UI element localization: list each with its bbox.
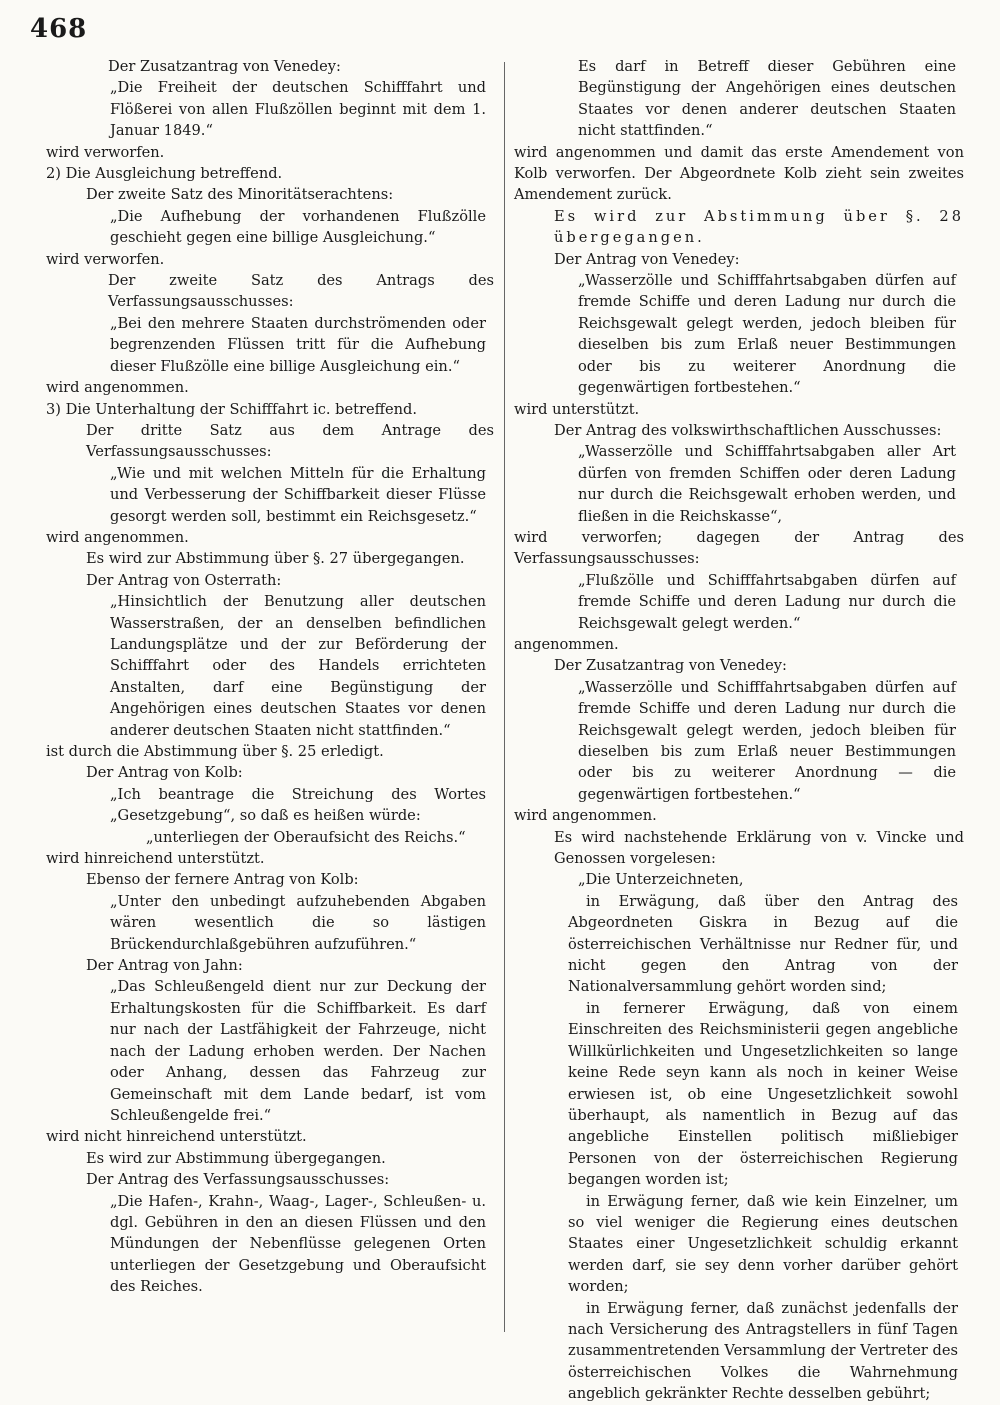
paragraph: Der Zusatzantrag von Venedey: bbox=[554, 657, 787, 675]
paragraph: „Bei den mehrere Staaten durchströmenden oder begrenzenden Flüssen tritt für die Aufhebung dieser Flußzölle eine billige Ausgleichung ein.“ bbox=[110, 314, 486, 375]
paragraph: Der Antrag des Verfassungsausschusses: bbox=[86, 1171, 390, 1189]
paragraph: „unterliegen der Oberaufsicht des Reichs.“ bbox=[146, 828, 466, 846]
paragraph: 3) Die Unterhaltung der Schifffahrt ic. betreffend. bbox=[46, 400, 417, 418]
paragraph: wird hinreichend unterstützt. bbox=[46, 850, 265, 868]
paragraph: „Hinsichtlich der Benutzung aller deutschen Wasserstraßen, der an denselben befindlichen Landungsplätze und der zur Beförderung der Schifffahrt oder des Handels errichteten Anstalten, darf eine Begünstigung der Angehörigen eines deutschen Staates vor denen anderer deutschen Staaten nicht stattfinden.“ bbox=[110, 593, 486, 739]
paragraph: „Wie und mit welchen Mitteln für die Erhaltung und Verbesserung der Schiffbarkeit dieser Flüsse gesorgt werden soll, bestimmt ein Reichsgesetz.“ bbox=[110, 464, 486, 525]
paragraph: wird angenommen. bbox=[46, 379, 189, 397]
paragraph: „Die Unterzeichneten, bbox=[578, 871, 744, 889]
paragraph: in fernerer Erwägung, daß von einem Einschreiten des Reichsministerii gegen angebliche Willkürlichkeiten und Ungesetzlichkeiten so lange keine Rede seyn kann als noch in keiner Weise erwiesen ist, ob eine Ungesetzlichkeit sowohl überhaupt, als namentlich in Bezug auf das angebliche Einstellen politisch mißliebiger Personen von der österreichischen Regierung begangen worden ist; bbox=[568, 999, 958, 1189]
paragraph: „Das Schleußengeld dient nur zur Deckung der Erhaltungskosten für die Schiffbarkeit. Es darf nur nach der Lastfähigkeit der Fahrzeuge, nicht nach der Ladung erhoben werden. Der Nachen oder Anhang, dessen das Fahrzeug zur Gemeinschaft mit dem Lande bedarf, ist vom Schleußengelde frei.“ bbox=[110, 978, 486, 1124]
paragraph: Es darf in Betreff dieser Gebühren eine Begünstigung der Angehörigen eines deutschen Staates vor denen anderer deutschen Staaten nicht stattfinden.“ bbox=[578, 58, 956, 140]
paragraph: Der zweite Satz des Antrags des Verfassungsausschusses: bbox=[108, 272, 494, 311]
paragraph: „Wasserzölle und Schifffahrtsabgaben aller Art dürfen von fremden Schiffen oder deren Ladung nur durch die Reichsgewalt erhoben werden, und fließen in die Reichskasse“, bbox=[578, 443, 956, 525]
paragraph: „Die Hafen-, Krahn-, Waag-, Lager-, Schleußen- u. dgl. Gebühren in den an diesen Flüssen und den Mündungen der Nebenflüsse gelegenen Orten unterliegen der Gesetzgebung und Oberaufsicht des Reiches. bbox=[110, 1192, 486, 1296]
paragraph: „Die Aufhebung der vorhandenen Flußzölle geschieht gegen eine billige Ausgleichung.“ bbox=[110, 207, 486, 247]
right-column bbox=[514, 56, 964, 1405]
paragraph: wird nicht hinreichend unterstützt. bbox=[46, 1128, 307, 1146]
paragraph: Der Zusatzantrag von Venedey: bbox=[108, 58, 341, 75]
paragraph: „Wasserzölle und Schifffahrtsabgaben dürfen auf fremde Schiffe und deren Ladung nur durch die Reichsgewalt gelegt werden, jedoch bleiben für dieselben bis zum Erlaß neuer Bestimmungen oder bis zu weiterer Anordnung die gegenwärtigen fortbestehen.“ bbox=[578, 272, 956, 397]
left-column bbox=[46, 56, 494, 1298]
paragraph: Es wird nachstehende Erklärung von v. Vincke und Genossen vorgelesen: bbox=[554, 828, 964, 868]
paragraph: angenommen. bbox=[514, 635, 619, 653]
paragraph: Der Antrag von Kolb: bbox=[86, 764, 243, 782]
paragraph: wird verworfen; dagegen der Antrag des Verfassungsausschusses: bbox=[514, 528, 964, 568]
paragraph: in Erwägung, daß über den Antrag des Abgeordneten Giskra in Bezug auf die österreichischen Verhältnisse nur Redner für, und nicht gegen den Antrag von der Nationalversammlung gehört worden sind; bbox=[568, 892, 958, 996]
paragraph: wird verworfen. bbox=[46, 143, 165, 161]
paragraph: Der Antrag des volkswirthschaftlichen Ausschusses: bbox=[554, 421, 942, 439]
paragraph: wird angenommen und damit das erste Amendement von Kolb verworfen. Der Abgeordnete Kolb zieht sein zweites Amendement zurück. bbox=[514, 143, 964, 204]
paragraph: Es wird zur Abstimmung über §. 27 übergegangen. bbox=[86, 550, 465, 568]
paragraph: Es wird zur Abstimmung übergegangen. bbox=[86, 1149, 386, 1167]
paragraph: in Erwägung ferner, daß wie kein Einzelner, um so viel weniger die Regierung eines deutschen Staates einer Ungesetzlichkeit schuldig erkannt werden darf, sie sey denn vorher darüber gehört worden; bbox=[568, 1192, 958, 1296]
paragraph: Der Antrag von Venedey: bbox=[554, 250, 740, 268]
paragraph: wird unterstützt. bbox=[514, 400, 640, 418]
page-number: 468 bbox=[30, 14, 88, 44]
paragraph: „Unter den unbedingt aufzuhebenden Abgaben wären wesentlich die so lästigen Brückendurchlaßgebühren aufzuführen.“ bbox=[110, 892, 486, 953]
paragraph: 2) Die Ausgleichung betreffend. bbox=[46, 165, 283, 183]
paragraph: Der Antrag von Jahn: bbox=[86, 957, 243, 975]
paragraph: wird angenommen. bbox=[514, 807, 657, 825]
paragraph: Der zweite Satz des Minoritätserachtens: bbox=[86, 186, 394, 204]
paragraph: wird angenommen. bbox=[46, 528, 189, 546]
paragraph: Es wird zur Abstimmung über §. 28 übergegangen. bbox=[554, 207, 964, 247]
paragraph: ist durch die Abstimmung über §. 25 erledigt. bbox=[46, 743, 384, 760]
paragraph: wird verworfen. bbox=[46, 250, 165, 268]
paragraph: „Flußzölle und Schifffahrtsabgaben dürfen auf fremde Schiffe und deren Ladung nur durch die Reichsgewalt gelegt werden.“ bbox=[578, 571, 956, 632]
paragraph: in Erwägung ferner, daß zunächst jedenfalls der nach Versicherung des Antragstellers in fünf Tagen zusammentretenden Versammlung der Vertreter des österreichischen Volkes die Wahrnehmung angeblich gekränkter Rechte desselben gebührt; bbox=[568, 1299, 958, 1403]
column-divider bbox=[504, 62, 505, 1332]
paragraph: Der Antrag von Osterrath: bbox=[86, 571, 282, 589]
paragraph: „Die Freiheit der deutschen Schifffahrt und Flößerei von allen Flußzöllen beginnt mit dem 1. Januar 1849.“ bbox=[110, 79, 486, 140]
paragraph: Ebenso der fernere Antrag von Kolb: bbox=[86, 871, 359, 889]
paragraph: „Ich beantrage die Streichung des Wortes „Gesetzgebung“, so daß es heißen würde: bbox=[110, 785, 486, 825]
paragraph: Der dritte Satz aus dem Antrage des Verfassungsausschusses: bbox=[86, 421, 494, 461]
paragraph: „Wasserzölle und Schifffahrtsabgaben dürfen auf fremde Schiffe und deren Ladung nur durch die Reichsgewalt gelegt werden, jedoch bleiben für dieselben bis zum Erlaß neuer Bestimmungen oder bis zu weiterer Anordnung — die gegenwärtigen fortbestehen.“ bbox=[578, 678, 956, 803]
